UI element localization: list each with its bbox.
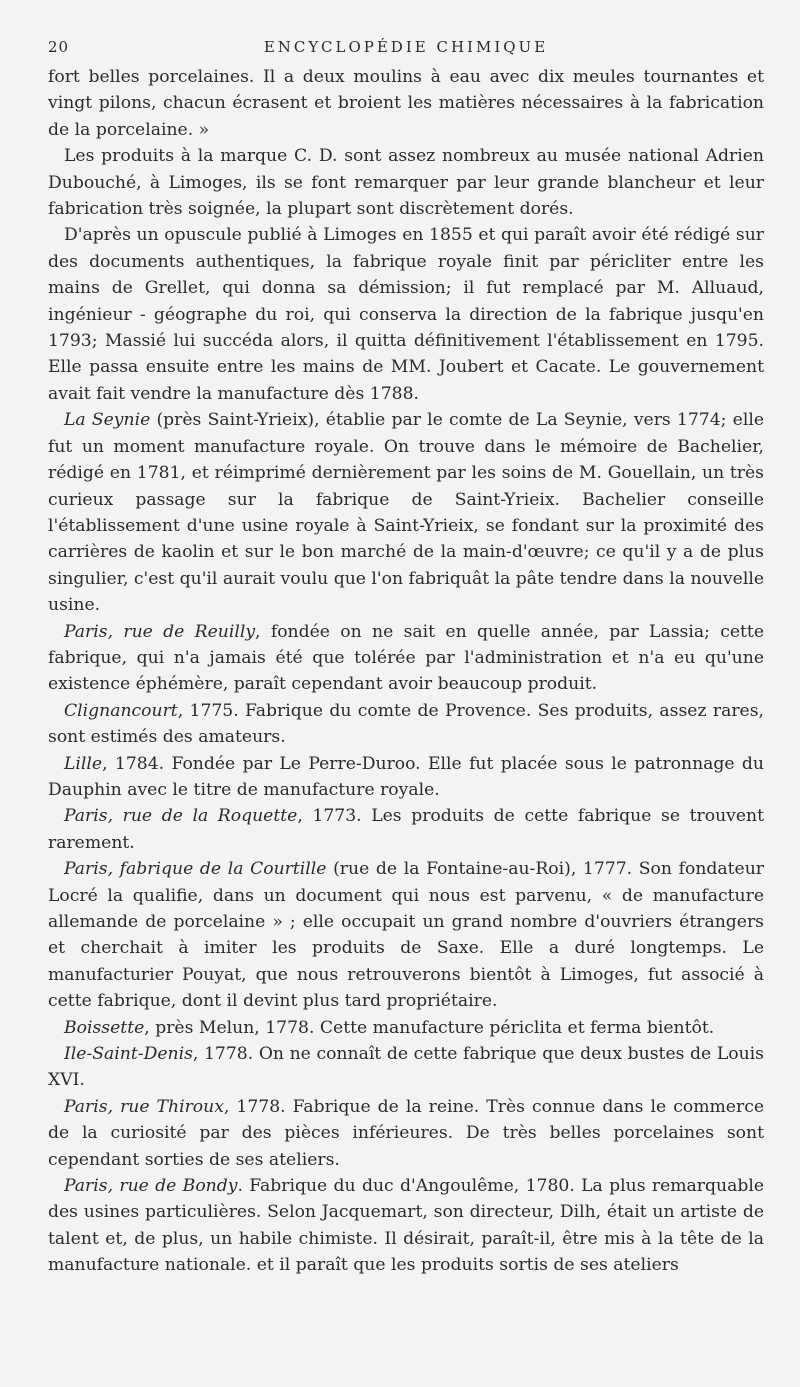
document-page xyxy=(48,34,764,1279)
paragraph-text: Les produits à la marque C. D. sont assez nombreux au musée national Adrien Dubouché, à Limoges, ils se font remarquer par leur grande blancheur et leur fabrication très soignée, la plupart sont discrètement dorés. xyxy=(48,146,764,220)
paragraph xyxy=(48,143,764,222)
place-name: Ile-Saint-Denis xyxy=(64,1044,193,1065)
paragraph-text: (près Saint-Yrieix), établie par le comte de La Seynie, vers 1774; elle fut un moment manufacture royale. On trouve dans le mémoire de Bachelier, rédigé en 1781, et réimprimé dernièrement par les soins de M. Gouellain, un très curieux passage sur la fabrique de Saint-Yrieix. Bachelier conseille l'établissement d'une usine royale à Saint-Yrieix, se fondant sur la proximité des carrières de kaolin et sur le bon marché de la main-d'œuvre; ce qu'il y a de plus singulier, c'est qu'il aurait voulu que l'on fabriquât la pâte tendre dans la nouvelle usine. xyxy=(48,410,764,616)
place-name: Paris, rue de Bondy xyxy=(64,1176,238,1197)
paragraph xyxy=(48,1041,764,1094)
paragraph-text: , 1773. Les produits de cette fabrique se trouvent rarement. xyxy=(48,806,764,853)
place-name: La Seynie xyxy=(64,410,151,431)
paragraph xyxy=(48,1015,764,1041)
paragraph xyxy=(48,698,764,751)
running-title: ENCYCLOPÉDIE CHIMIQUE xyxy=(263,38,549,56)
paragraph-text: , fondée on ne sait en quelle année, par Lassia; cette fabrique, qui n'a jamais été que tolérée par l'administration et n'a eu qu'une existence éphémère, paraît cependant avoir beaucoup produit. xyxy=(48,621,764,695)
place-name: Paris, fabrique de la Courtille xyxy=(64,859,327,880)
place-name: Paris, rue de Reuilly xyxy=(64,621,256,642)
paragraph xyxy=(48,751,764,804)
paragraph-text: , 1784. Fondée par Le Perre-Duroo. Elle fut placée sous le patronnage du Dauphin avec le titre de manufacture royale. xyxy=(48,753,764,800)
paragraph xyxy=(48,1173,764,1279)
paragraph-text: , 1778. Fabrique de la reine. Très connue dans le commerce de la curiosité par des pièces inférieures. De très belles porcelaines sont cependant sorties de ses ateliers. xyxy=(48,1096,764,1170)
place-name: Clignancourt xyxy=(64,700,178,721)
place-name: Lille xyxy=(64,753,103,774)
paragraph-text: (rue de la Fontaine-au-Roi), 1777. Son fondateur Locré la qualifie, dans un document qui nous est parvenu, « de manufacture allemande de porcelaine » ; elle occupait un grand nombre d'ouvriers étrangers et cherchait à imiter les produits de Saxe. Elle a duré longtemps. Le manufacturier Pouyat, que nous retrouverons bientôt à Limoges, fut associé à cette fabrique, dont il devint plus tard propriétaire. xyxy=(48,859,764,1012)
paragraph xyxy=(48,407,764,618)
body-text xyxy=(48,64,764,1279)
paragraph xyxy=(48,222,764,407)
place-name: Paris, rue de la Roquette xyxy=(64,806,298,827)
paragraph-text: , 1778. On ne connaît de cette fabrique que deux bustes de Louis XVI. xyxy=(48,1044,764,1091)
paragraph xyxy=(48,1094,764,1173)
paragraph xyxy=(48,64,764,143)
place-name: Paris, rue Thiroux xyxy=(64,1096,224,1117)
paragraph xyxy=(48,803,764,856)
paragraph-text: , près Melun, 1778. Cette manufacture périclita et ferma bientôt. xyxy=(144,1017,715,1038)
paragraph-text: D'après un opuscule publié à Limoges en 1855 et qui paraît avoir été rédigé sur des documents authentiques, la fabrique royale finit par péricliter entre les mains de Grellet, qui donna sa démission; il fut remplacé par M. Alluaud, ingénieur - géographe du roi, qui conserva la direction de la fabrique jusqu'en 1793; Massié lui succéda alors, il quitta définitivement l'établissement en 1795. Elle passa ensuite entre les mains de MM. Joubert et Cacate. Le gouvernement avait fait vendre la manufacture dès 1788. xyxy=(48,225,764,404)
paragraph-text: , 1775. Fabrique du comte de Provence. Ses produits, assez rares, sont estimés des amateurs. xyxy=(48,700,764,748)
place-name: Boissette xyxy=(64,1017,145,1038)
paragraph-text: fort belles porcelaines. Il a deux moulins à eau avec dix meules tournantes et vingt pilons, chacun écrasent et broient les matières nécessaires à la fabrication de la porcelaine. » xyxy=(48,67,764,140)
paragraph xyxy=(48,856,764,1014)
paragraph-text: . Fabrique du duc d'Angoulême, 1780. La plus remarquable des usines particulières. Selon Jacquemart, son directeur, Dilh, était un artiste de talent et, de plus, un habile chimiste. Il désirait, paraît-il, être mis à la tête de la manufacture nationale. et il paraît que les produits sortis de ses ateliers xyxy=(48,1176,764,1276)
page-header xyxy=(48,34,764,64)
page-number: 20 xyxy=(48,38,70,56)
paragraph xyxy=(48,619,764,698)
